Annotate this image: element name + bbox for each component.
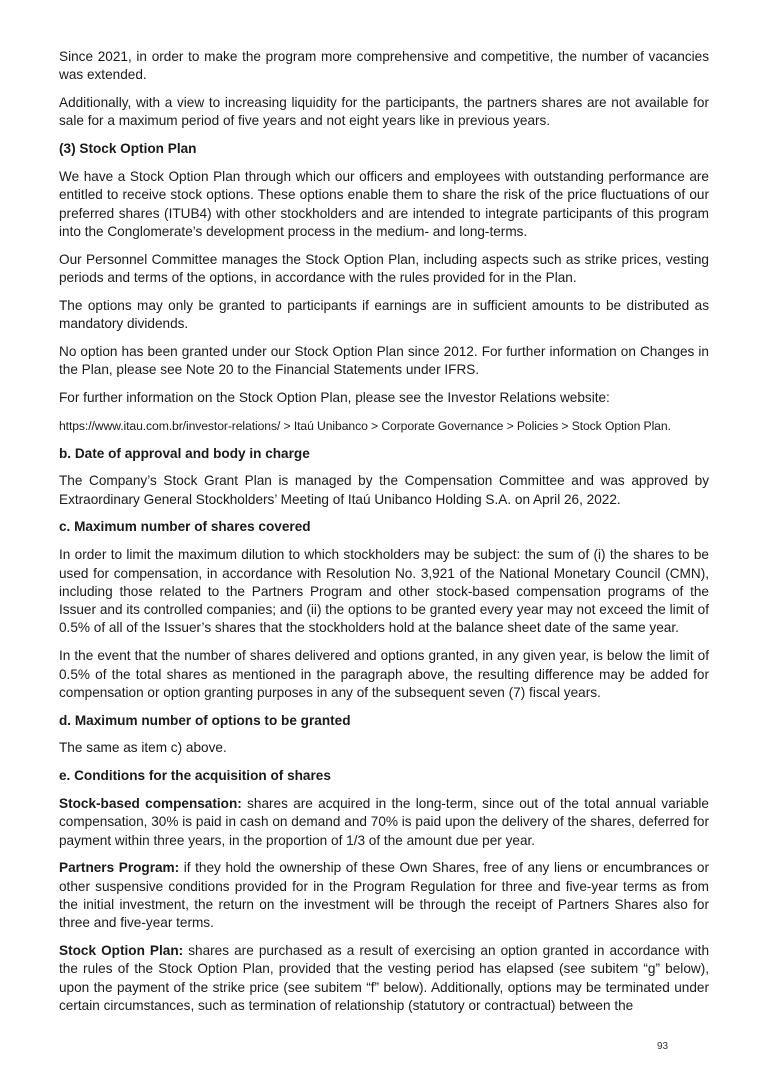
partners-program-text: if they hold the ownership of these Own Shares, free of any liens or encumbrances or other suspensive conditions provided for in the Program Regulation for three and five-year terms as from the initial investment, the return on the investment will be through the receipt of Partners Shares also for three and five-year terms. bbox=[59, 860, 709, 931]
paragraph-no-option-since-2012: No option has been granted under our Stock Option Plan since 2012. For further information on Changes in the Plan, please see Note 20 to the Financial Statements under IFRS. bbox=[59, 343, 709, 378]
page-content bbox=[59, 48, 709, 1025]
paragraph-liquidity: Additionally, with a view to increasing liquidity for the participants, the partners shares are not available for sale for a maximum period of five years and not eight years like in previous years. bbox=[59, 95, 709, 129]
partners-program-lead: Partners Program: bbox=[59, 860, 180, 876]
stock-based-compensation-lead: Stock-based compensation: bbox=[59, 796, 242, 811]
heading-maximum-shares: c. Maximum number of shares covered bbox=[59, 519, 311, 535]
paragraph-maximum-dilution: In order to limit the maximum dilution to which stockholders may be subject: the sum of (i) the shares to be used for compensation, in accordance with Resolution No. 3,921 of the National Monetary Council (CMN), including those related to the Partners Program and other stock-based compensation programs of the Issuer and its controlled companies; and (ii) the options to be granted every year may not exceed the limit of 0.5% of all of the Issuer’s shares that the stockholders hold at the balance sheet date of the same year. bbox=[59, 547, 709, 636]
paragraph-stock-option-plan-conditions bbox=[59, 942, 709, 1015]
paragraph-partners-program bbox=[59, 859, 709, 932]
paragraph-personnel-committee: Our Personnel Committee manages the Stock Option Plan, including aspects such as strike prices, vesting periods and terms of the options, in accordance with the rules provided for in the Plan. bbox=[59, 251, 709, 285]
paragraph-vacancies: Since 2021, in order to make the program more comprehensive and competitive, the number of vacancies was extended. bbox=[59, 49, 709, 83]
stock-option-plan-lead: Stock Option Plan: bbox=[59, 943, 184, 959]
heading-stock-option-plan: (3) Stock Option Plan bbox=[59, 141, 197, 157]
investor-relations-link[interactable]: https://www.itau.com.br/investor-relations/ > Itaú Unibanco > Corporate Governance > Policies > Stock Option Plan. bbox=[59, 418, 671, 433]
paragraph-stock-option-intro: We have a Stock Option Plan through which our officers and employees with outstanding performance are entitled to receive stock options. These options enable them to share the risk of the price fluctuations of our preferred shares (ITUB4) with other stockholders and are intended to integrate participants of this program into the Conglomerate’s development process in the medium- and long-terms. bbox=[59, 168, 709, 239]
heading-acquisition-conditions: e. Conditions for the acquisition of shares bbox=[59, 768, 331, 784]
paragraph-stock-based-compensation bbox=[59, 795, 709, 850]
paragraph-limit-difference: In the event that the number of shares delivered and options granted, in any given year, is below the limit of 0.5% of the total shares as mentioned in the paragraph above, the resulting difference may be added for compensation or option granting purposes in any of the subsequent seven (7) fiscal years. bbox=[59, 648, 709, 700]
page-number: 93 bbox=[657, 1041, 669, 1052]
stock-based-compensation-text: shares are acquired in the long-term, since out of the total annual variable compensation, 30% is paid in cash on demand and 70% is paid upon the delivery of the shares, deferred for payment within three years, in the proportion of 1/3 of the amount due per year. bbox=[59, 796, 709, 848]
paragraph-same-as-c: The same as item c) above. bbox=[59, 740, 227, 756]
stock-option-plan-text: shares are purchased as a result of exercising an option granted in accordance with the rules of the Stock Option Plan, provided that the vesting period has elapsed (see subitem “g” below), upon the payment of the strike price (see subitem “f” below). Additionally, options may be terminated under certain circumstances, such as termination of relationship (statutory or contractual) between the bbox=[59, 943, 709, 1013]
paragraph-further-info: For further information on the Stock Option Plan, please see the Investor Relations website: bbox=[59, 389, 610, 405]
heading-date-of-approval: b. Date of approval and body in charge bbox=[59, 445, 310, 461]
paragraph-stock-grant-plan: The Company’s Stock Grant Plan is managed by the Compensation Committee and was approved by Extraordinary General Stockholders’ Meeting of Itaú Unibanco Holding S.A. on April 26, 2022. bbox=[59, 473, 709, 507]
heading-maximum-options: d. Maximum number of options to be granted bbox=[59, 712, 351, 728]
paragraph-options-granted: The options may only be granted to participants if earnings are in sufficient amounts to be distributed as mandatory dividends. bbox=[59, 297, 709, 332]
